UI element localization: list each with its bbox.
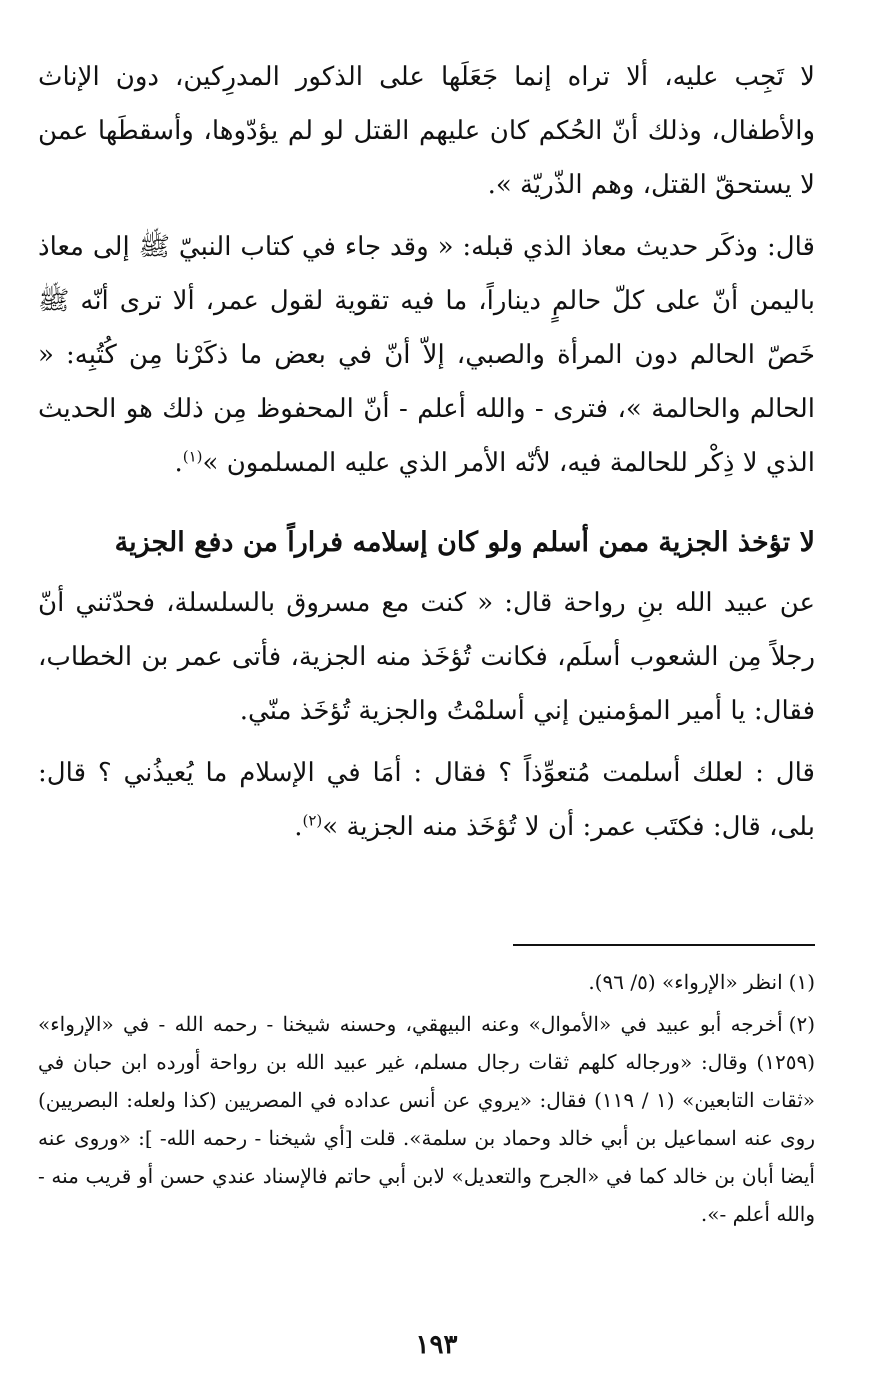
paragraph-3 (38, 576, 815, 738)
section-heading: لا تؤخذ الجزية ممن أسلم ولو كان إسلامه فراراً من دفع الجزية (114, 527, 815, 558)
paragraph-4 (38, 746, 815, 854)
paragraph-1 (38, 50, 815, 212)
paragraph-4-end: . (294, 812, 303, 842)
paragraph-4-text: قال : لعلك أسلمت مُتعوِّذاً ؟ فقال : أمَا في الإسلام ما يُعيذُني ؟ قال: بلى، قال: فكتَب عمر: أن لا تُؤخَذ منه الجزية » (38, 758, 815, 842)
paragraph-2-text: قال: وذكَر حديث معاذ الذي قبله: « وقد جاء في كتاب النبيّ ﷺ إلى معاذ باليمن أنّ على كلّ حالمٍ ديناراً، ما فيه تقوية لقول عمر، ألا ترى أنّه ﷺ خَصّ الحالم دون المرأة والصبي، إلاّ أنّ في بعض ما ذكَرْنا مِن كُتُبِه: « الحالم والحالمة »، فترى - والله أعلم - أنّ المحفوظ مِن ذلك هو الحديث الذي لا ذِكْر للحالمة فيه، لأنّه الأمر الذي عليه المسلمون » (38, 232, 815, 478)
footnote-marker-1[interactable]: (١) (182, 447, 203, 466)
footnote-1-number: (١) (788, 970, 815, 994)
paragraph-2 (38, 220, 815, 490)
footnote-2-number: (٢) (788, 1012, 815, 1036)
footnote-2-text: أخرجه أبو عبيد في «الأموال» وعنه البيهقي، وحسنه شيخنا - رحمه الله - في «الإرواء» (١٢٥٩) وقال: «ورجاله كلهم ثقات رجال مسلم، غير عبيد الله بن رواحة أورده ابن حبان في «ثقات التابعين» (١ / ١١٩) فقال: «يروي عن أنس عداده في المصريين (كذا ولعله: البصريين) روى عنه اسماعيل بن أبي خالد وحماد بن سلمة». قلت [أي شيخنا - رحمه الله- ]: «وروى عنه أيضا أبان بن خالد كما في «الجرح والتعديل» لابن أبي حاتم فالإسناد عندي حسن أو قريب منه - والله أعلم -». (38, 1012, 815, 1226)
paragraph-1-text: لا تَجِب عليه، ألا تراه إنما جَعَلَها على الذكور المدرِكين، دون الإناث والأطفال، وذلك أنّ الحُكم كان عليهم القتل لو لم يؤدّوها، وأسقطَها عمن لا يستحقّ القتل، وهم الذّريّة ». (38, 62, 815, 200)
footnotes (38, 963, 815, 1237)
footnote-marker-2[interactable]: (٢) (302, 811, 323, 830)
footnote-1 (38, 963, 815, 1001)
paragraph-3-text: عن عبيد الله بنِ رواحة قال: « كنت مع مسروق بالسلسلة، فحدّثني أنّ رجلاً مِن الشعوب أسلَم، فكانت تُؤخَذ منه الجزية، فأتى عمر بن الخطاب، فقال: يا أمير المؤمنين إني أسلمْتُ والجزية تُؤخَذ منّي. (38, 588, 815, 726)
footnote-divider (513, 944, 815, 946)
page-number: ١٩٣ (415, 1330, 458, 1360)
paragraph-2-end: . (174, 448, 183, 478)
footnote-1-text: انظر «الإرواء» (٥/ ٩٦). (588, 970, 783, 994)
footnote-2 (38, 1005, 815, 1233)
